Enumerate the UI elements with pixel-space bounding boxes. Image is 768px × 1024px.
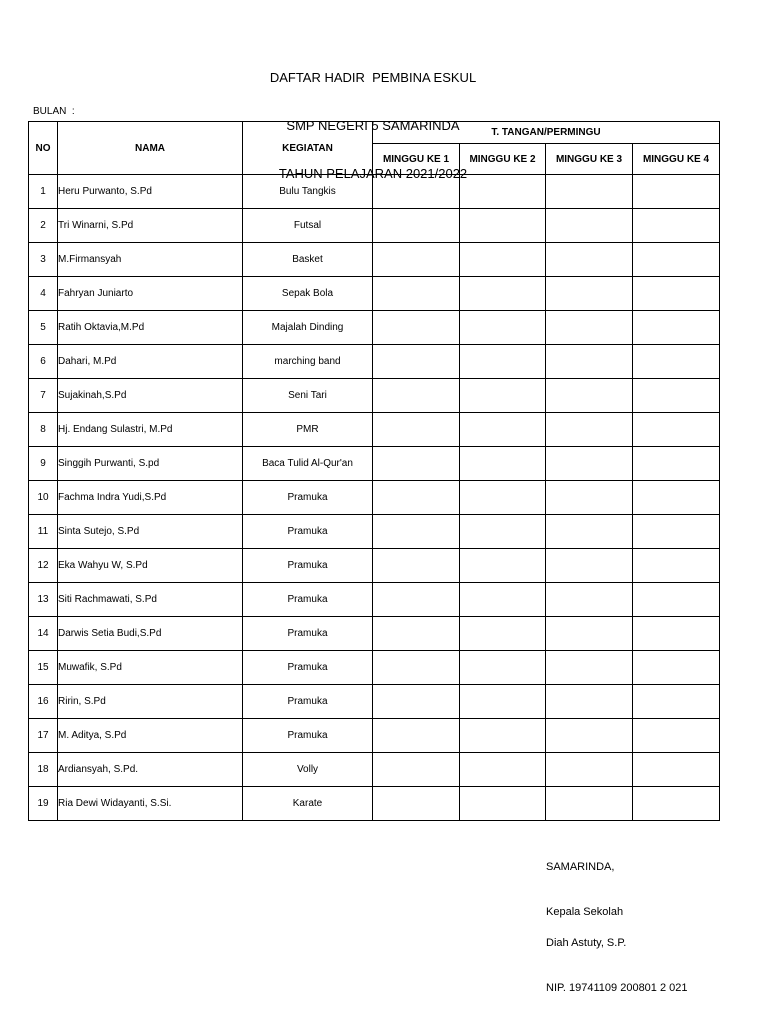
header-school: SMP NEGERI 5 SAMARINDA bbox=[286, 118, 460, 133]
signature-cell-week-2[interactable] bbox=[460, 753, 546, 787]
row-nama-cell: Siti Rachmawati, S.Pd bbox=[58, 583, 243, 617]
signature-cell-week-2[interactable] bbox=[460, 549, 546, 583]
row-no-cell: 4 bbox=[29, 277, 58, 311]
row-nama-cell: Hj. Endang Sulastri, M.Pd bbox=[58, 413, 243, 447]
row-nama-cell: Singgih Purwanti, S.pd bbox=[58, 447, 243, 481]
row-no-cell: 2 bbox=[29, 209, 58, 243]
row-kegiatan-cell: Pramuka bbox=[243, 515, 373, 549]
signature-cell-week-3[interactable] bbox=[546, 583, 633, 617]
row-nama-cell: Sinta Sutejo, S.Pd bbox=[58, 515, 243, 549]
signature-cell-week-3[interactable] bbox=[546, 311, 633, 345]
header-title: DAFTAR HADIR PEMBINA ESKUL bbox=[269, 70, 477, 85]
row-kegiatan-cell: Baca Tulid Al-Qur'an bbox=[243, 447, 373, 481]
row-nama-cell: M. Aditya, S.Pd bbox=[58, 719, 243, 753]
row-kegiatan-cell: Pramuka bbox=[243, 481, 373, 515]
signature-cell-week-1[interactable] bbox=[373, 345, 460, 379]
row-no-cell: 15 bbox=[29, 651, 58, 685]
table-row bbox=[29, 515, 720, 549]
signature-cell-week-2[interactable] bbox=[460, 583, 546, 617]
table-row bbox=[29, 379, 720, 413]
row-nama-cell: Darwis Setia Budi,S.Pd bbox=[58, 617, 243, 651]
signature-cell-week-2[interactable] bbox=[460, 413, 546, 447]
row-nama-cell: M.Firmansyah bbox=[58, 243, 243, 277]
bulan-label: BULAN : bbox=[33, 106, 75, 117]
row-kegiatan-cell: Karate bbox=[243, 787, 373, 821]
row-nama-cell: Fahryan Juniarto bbox=[58, 277, 243, 311]
signature-cell-week-2[interactable] bbox=[460, 685, 546, 719]
table-body bbox=[29, 175, 720, 821]
row-kegiatan-cell: Pramuka bbox=[243, 617, 373, 651]
table-row bbox=[29, 753, 720, 787]
signature-cell-week-1[interactable] bbox=[373, 515, 460, 549]
table-row bbox=[29, 719, 720, 753]
row-no-cell: 13 bbox=[29, 583, 58, 617]
header-year: TAHUN PELAJARAN 2021/2022 bbox=[278, 166, 468, 181]
row-kegiatan-cell: PMR bbox=[243, 413, 373, 447]
signer-block bbox=[546, 906, 688, 1011]
row-no-cell: 17 bbox=[29, 719, 58, 753]
signature-cell-week-1[interactable] bbox=[373, 447, 460, 481]
signature-cell-week-4[interactable] bbox=[633, 243, 720, 277]
signer-nip: NIP. 19741109 200801 2 021 bbox=[546, 982, 688, 994]
row-no-cell: 18 bbox=[29, 753, 58, 787]
signature-cell-week-4[interactable] bbox=[633, 753, 720, 787]
signature-cell-week-3[interactable] bbox=[546, 243, 633, 277]
row-no-cell: 9 bbox=[29, 447, 58, 481]
row-kegiatan-cell: Basket bbox=[243, 243, 373, 277]
col-header-week-4: MINGGU KE 4 bbox=[633, 144, 720, 175]
col-header-kegiatan: KEGIATAN bbox=[243, 122, 373, 175]
row-nama-cell: Heru Purwanto, S.Pd bbox=[58, 175, 243, 209]
row-kegiatan-cell: Pramuka bbox=[243, 583, 373, 617]
signature-cell-week-4[interactable] bbox=[633, 345, 720, 379]
signature-cell-week-1[interactable] bbox=[373, 413, 460, 447]
signature-cell-week-2[interactable] bbox=[460, 719, 546, 753]
signature-cell-week-2[interactable] bbox=[460, 209, 546, 243]
row-no-cell: 6 bbox=[29, 345, 58, 379]
row-no-cell: 11 bbox=[29, 515, 58, 549]
signature-cell-week-1[interactable] bbox=[373, 175, 460, 209]
signature-cell-week-4[interactable] bbox=[633, 617, 720, 651]
signature-cell-week-1[interactable] bbox=[373, 617, 460, 651]
table-row bbox=[29, 175, 720, 209]
signature-cell-week-4[interactable] bbox=[633, 413, 720, 447]
table-row bbox=[29, 413, 720, 447]
row-no-cell: 8 bbox=[29, 413, 58, 447]
col-header-tanda-tangan: T. TANGAN/PERMINGU bbox=[373, 122, 720, 144]
signature-cell-week-2[interactable] bbox=[460, 175, 546, 209]
signature-cell-week-3[interactable] bbox=[546, 277, 633, 311]
signature-cell-week-4[interactable] bbox=[633, 651, 720, 685]
signature-cell-week-1[interactable] bbox=[373, 379, 460, 413]
signature-cell-week-4[interactable] bbox=[633, 787, 720, 821]
signature-cell-week-3[interactable] bbox=[546, 379, 633, 413]
signature-cell-week-1[interactable] bbox=[373, 685, 460, 719]
signature-cell-week-2[interactable] bbox=[460, 447, 546, 481]
table-row bbox=[29, 277, 720, 311]
signature-cell-week-2[interactable] bbox=[460, 787, 546, 821]
row-nama-cell: Fachma Indra Yudi,S.Pd bbox=[58, 481, 243, 515]
table-row bbox=[29, 209, 720, 243]
table-row bbox=[29, 243, 720, 277]
row-kegiatan-cell: Futsal bbox=[243, 209, 373, 243]
signature-cell-week-3[interactable] bbox=[546, 787, 633, 821]
row-kegiatan-cell: Pramuka bbox=[243, 549, 373, 583]
signature-cell-week-1[interactable] bbox=[373, 787, 460, 821]
signature-cell-week-2[interactable] bbox=[460, 243, 546, 277]
row-kegiatan-cell: Pramuka bbox=[243, 685, 373, 719]
signature-cell-week-4[interactable] bbox=[633, 515, 720, 549]
signature-cell-week-2[interactable] bbox=[460, 515, 546, 549]
row-no-cell: 5 bbox=[29, 311, 58, 345]
signature-cell-week-3[interactable] bbox=[546, 209, 633, 243]
signature-cell-week-2[interactable] bbox=[460, 617, 546, 651]
signature-cell-week-4[interactable] bbox=[633, 685, 720, 719]
signature-cell-week-4[interactable] bbox=[633, 277, 720, 311]
table-row bbox=[29, 583, 720, 617]
row-nama-cell: Dahari, M.Pd bbox=[58, 345, 243, 379]
attendance-table bbox=[28, 121, 720, 821]
signature-cell-week-1[interactable] bbox=[373, 753, 460, 787]
signature-cell-week-1[interactable] bbox=[373, 209, 460, 243]
row-nama-cell: Ratih Oktavia,M.Pd bbox=[58, 311, 243, 345]
row-no-cell: 10 bbox=[29, 481, 58, 515]
row-nama-cell: Muwafik, S.Pd bbox=[58, 651, 243, 685]
row-no-cell: 7 bbox=[29, 379, 58, 413]
row-no-cell: 16 bbox=[29, 685, 58, 719]
signature-cell-week-3[interactable] bbox=[546, 481, 633, 515]
signature-cell-week-2[interactable] bbox=[460, 311, 546, 345]
signer-name: Diah Astuty, S.P. bbox=[546, 937, 627, 949]
table-row bbox=[29, 311, 720, 345]
footer-position: Kepala Sekolah bbox=[546, 906, 624, 918]
signature-cell-week-1[interactable] bbox=[373, 481, 460, 515]
signature-cell-week-4[interactable] bbox=[633, 311, 720, 345]
signature-cell-week-1[interactable] bbox=[373, 651, 460, 685]
signature-cell-week-4[interactable] bbox=[633, 175, 720, 209]
signature-cell-week-2[interactable] bbox=[460, 345, 546, 379]
signature-cell-week-1[interactable] bbox=[373, 549, 460, 583]
row-nama-cell: Sujakinah,S.Pd bbox=[58, 379, 243, 413]
row-no-cell: 1 bbox=[29, 175, 58, 209]
row-kegiatan-cell: Pramuka bbox=[243, 651, 373, 685]
signature-cell-week-4[interactable] bbox=[633, 209, 720, 243]
col-header-no: NO bbox=[29, 122, 58, 175]
table-row bbox=[29, 651, 720, 685]
signature-cell-week-4[interactable] bbox=[633, 549, 720, 583]
signature-cell-week-1[interactable] bbox=[373, 277, 460, 311]
signature-cell-week-1[interactable] bbox=[373, 719, 460, 753]
signature-cell-week-3[interactable] bbox=[546, 345, 633, 379]
signature-cell-week-4[interactable] bbox=[633, 719, 720, 753]
row-no-cell: 3 bbox=[29, 243, 58, 277]
signature-cell-week-1[interactable] bbox=[373, 583, 460, 617]
row-kegiatan-cell: Pramuka bbox=[243, 719, 373, 753]
table-row bbox=[29, 787, 720, 821]
col-header-week-2: MINGGU KE 2 bbox=[460, 144, 546, 175]
signature-cell-week-1[interactable] bbox=[373, 243, 460, 277]
signature-cell-week-3[interactable] bbox=[546, 617, 633, 651]
table-row bbox=[29, 617, 720, 651]
table-row bbox=[29, 345, 720, 379]
signature-cell-week-4[interactable] bbox=[633, 583, 720, 617]
row-kegiatan-cell: Majalah Dinding bbox=[243, 311, 373, 345]
table-row bbox=[29, 447, 720, 481]
signature-cell-week-2[interactable] bbox=[460, 651, 546, 685]
signature-cell-week-2[interactable] bbox=[460, 277, 546, 311]
signature-cell-week-3[interactable] bbox=[546, 685, 633, 719]
signature-cell-week-4[interactable] bbox=[633, 379, 720, 413]
signature-cell-week-2[interactable] bbox=[460, 379, 546, 413]
row-nama-cell: Ririn, S.Pd bbox=[58, 685, 243, 719]
signature-cell-week-3[interactable] bbox=[546, 515, 633, 549]
signature-cell-week-4[interactable] bbox=[633, 481, 720, 515]
footer-city: SAMARINDA, bbox=[546, 861, 615, 873]
table-row bbox=[29, 549, 720, 583]
signature-cell-week-3[interactable] bbox=[546, 413, 633, 447]
signature-cell-week-4[interactable] bbox=[633, 447, 720, 481]
row-nama-cell: Eka Wahyu W, S.Pd bbox=[58, 549, 243, 583]
signature-cell-week-3[interactable] bbox=[546, 175, 633, 209]
signature-cell-week-3[interactable] bbox=[546, 753, 633, 787]
row-no-cell: 14 bbox=[29, 617, 58, 651]
signature-cell-week-3[interactable] bbox=[546, 447, 633, 481]
row-kegiatan-cell: Bulu Tangkis bbox=[243, 175, 373, 209]
col-header-week-1: MINGGU KE 1 bbox=[373, 144, 460, 175]
table-row bbox=[29, 481, 720, 515]
row-nama-cell: Ria Dewi Widayanti, S.Si. bbox=[58, 787, 243, 821]
col-header-week-3: MINGGU KE 3 bbox=[546, 144, 633, 175]
row-nama-cell: Tri Winarni, S.Pd bbox=[58, 209, 243, 243]
row-kegiatan-cell: Volly bbox=[243, 753, 373, 787]
col-header-nama: NAMA bbox=[58, 122, 243, 175]
row-kegiatan-cell: Sepak Bola bbox=[243, 277, 373, 311]
row-no-cell: 12 bbox=[29, 549, 58, 583]
signature-cell-week-2[interactable] bbox=[460, 481, 546, 515]
signature-cell-week-3[interactable] bbox=[546, 651, 633, 685]
signature-cell-week-3[interactable] bbox=[546, 549, 633, 583]
table-row bbox=[29, 685, 720, 719]
row-kegiatan-cell: marching band bbox=[243, 345, 373, 379]
row-no-cell: 19 bbox=[29, 787, 58, 821]
signature-cell-week-1[interactable] bbox=[373, 311, 460, 345]
row-nama-cell: Ardiansyah, S.Pd. bbox=[58, 753, 243, 787]
row-kegiatan-cell: Seni Tari bbox=[243, 379, 373, 413]
signature-cell-week-3[interactable] bbox=[546, 719, 633, 753]
